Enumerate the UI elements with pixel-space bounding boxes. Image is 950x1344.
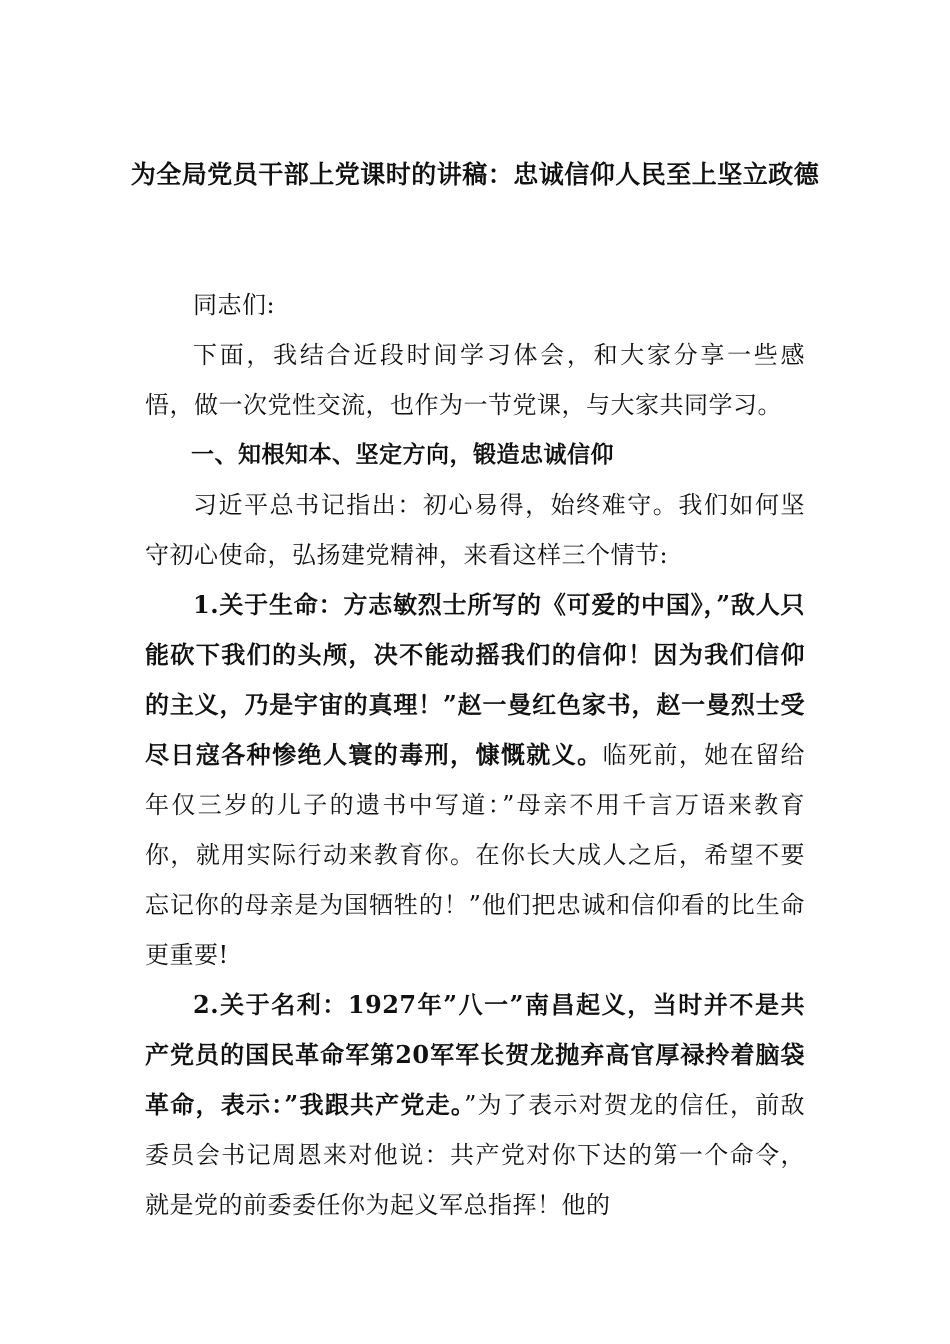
section-1-paragraph: 习近平总书记指出：初心易得，始终难守。我们如何坚守初心使命，弘扬建党精神，来看这样三个情节:	[145, 491, 805, 569]
section-1-heading: 一、知根知本、坚定方向，锻造忠诚信仰	[191, 442, 614, 468]
item-2-bold-text: 2.关于名利：1927年”八一”南昌起义，当时并不是共产党员的国民革命军第20军军长贺龙抛弃高官厚禄拎着脑袋革命，表示：”我跟共产党走。	[145, 990, 805, 1119]
intro-paragraph: 下面，我结合近段时间学习体会，和大家分享一些感悟，做一次党性交流，也作为一节党课，与大家共同学习。	[145, 341, 805, 419]
item-1-paragraph	[145, 580, 805, 980]
item-2-paragraph	[145, 980, 805, 1230]
item-1-normal-text: 临死前，她在留给年仅三岁的儿子的遗书中写道：”母亲不用千言万语来教育你，就用实际行动来教育你。在你长大成人之后，希望不要忘记你的母亲是为国牺牲的！”他们把忠诚和信仰看的比生命更重要!	[145, 741, 806, 969]
document-body	[145, 280, 805, 1230]
document-title: 为全局党员干部上党课时的讲稿：忠诚信仰人民至上坚立政德	[130, 160, 820, 189]
item-2-normal-text: ”为了表示对贺龙的信任，前敌委员会书记周恩来对他说：共产党对你下达的第一个命令，就是党的前委委任你为起义军总指挥！他的	[145, 1091, 805, 1219]
salutation: 同志们:	[193, 291, 276, 319]
item-1-bold-text: 1.关于生命：方志敏烈士所写的《可爱的中国》，”敌人只能砍下我们的头颅，决不能动摇我们的信仰！因为我们信仰的主义，乃是宇宙的真理！”赵一曼红色家书，赵一曼烈士受尽日寇各种惨绝人寰的毒刑，慷慨就义。	[145, 590, 805, 769]
